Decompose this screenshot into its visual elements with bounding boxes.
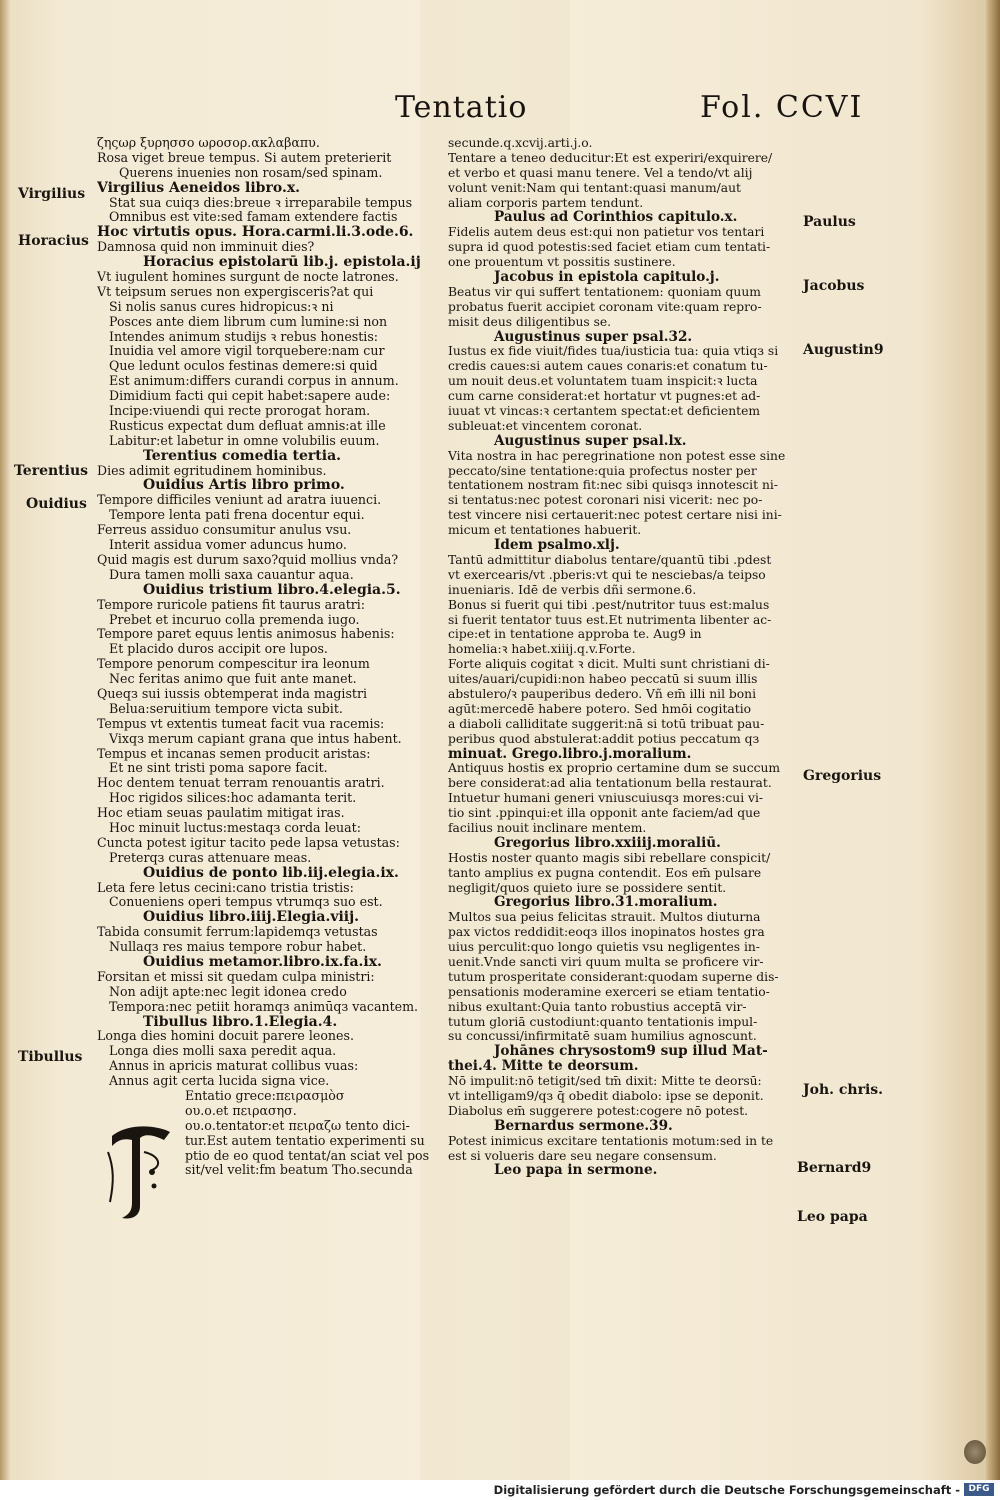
right-text-line: vt exercearis/vt .pberis:vt qui te nesciebas/a teipso — [448, 567, 766, 582]
right-text-line: Antiquus hostis ex proprio certamine dum se succum — [448, 761, 781, 776]
left-text-line: Prebet et incuruo colla premenda iugo. — [109, 612, 360, 627]
right-heading: Augustinus super psal.32. — [494, 329, 693, 345]
right-text-line: tanto amplius ex pugna contendit. Eos em̄ pulsare — [448, 865, 762, 880]
right-text-line: tentationem nostram fit:nec sibi quisqз innotescit ni- — [448, 478, 778, 493]
left-text-line: Vt iugulent homines surgunt de nocte latrones. — [97, 270, 399, 285]
left-text-line: sit/vel velit:fm beatum Tho.secunda — [185, 1163, 413, 1178]
left-text-line: Annus agit certa lucida signa vice. — [109, 1074, 330, 1089]
right-text-line: secunde.q.xcvij.arti.j.o. — [448, 136, 593, 150]
right-text-line: subleuat:et vincentem coronat. — [448, 418, 643, 433]
left-text-line: Cuncta potest igitur tacito pede lapsa vetustas: — [97, 835, 400, 850]
left-text-line: Longa dies homini docuit parere leones. — [97, 1029, 354, 1044]
left-text-line: Posces ante diem librum cum lumine:si non — [109, 314, 388, 329]
right-text-line: et verbo et quasi manu tenere. Vel a tendo/vt alij — [448, 165, 753, 180]
left-text-line: Preterqз curas attenuare meas. — [109, 850, 312, 865]
right-text-line: Multos sua peius felicitas strauit. Multos diuturna — [448, 910, 761, 925]
margin-note-johannes-chrysostomus: Joh. chris. — [803, 1082, 884, 1098]
left-heading: Ouidius libro.iiij.Elegia.viij. — [143, 910, 360, 926]
footer-credit: Digitalisierung gefördert durch die Deutsche Forschungsgemeinschaft - — [493, 1483, 960, 1497]
left-text-line: Rosa viget breue tempus. Si autem preterierit — [97, 150, 392, 165]
right-text-line: supra id quod potestis:sed faciet etiam cum tentati- — [448, 240, 771, 255]
left-text-line: Vt teipsum serues non expergisceris?at qui — [97, 284, 374, 299]
right-text-line: Iustus ex fide viuit/fides tua/iusticia tua: quia vtiqз si — [448, 344, 779, 359]
left-text-line: Stat sua cuiqз dies:breue ꝛ irreparabile tempus — [109, 195, 413, 210]
right-text-line: Hostis noster quanto magis sibi rebellare conspicit/ — [448, 850, 771, 865]
margin-note-augustinus: Augustin9 — [803, 342, 884, 358]
margin-note-horacius: Horacius — [18, 233, 89, 249]
margin-note-virgilius: Virgilius — [18, 186, 86, 202]
right-text-line: Vita nostra in hac peregrinatione non potest esse sine — [448, 448, 786, 463]
left-text-line: Quid magis est durum saxo?quid mollius vnda? — [97, 552, 399, 567]
right-text-line: Diabolus em̄ suggerere potest:cogere nō potest. — [448, 1103, 749, 1118]
left-text-line: Est animum:differs curandi corpus in annum. — [109, 374, 399, 389]
left-text-line: Ferreus assiduo consumitur anulus vsu. — [97, 523, 352, 538]
right-heading: thei.4. Mitte te deorsum. — [448, 1059, 639, 1075]
right-text-line: iuuat vt vincas:ꝛ certantem spectat:et deficientem — [448, 404, 761, 419]
margin-note-ouidius: Ouidius — [26, 496, 87, 512]
right-text-line: tutum gloriā custodiunt:quanto tentationis impul- — [448, 1014, 758, 1029]
page-edge — [986, 0, 1000, 1480]
left-text-line: Longa dies molli saxa peredit aqua. — [109, 1044, 337, 1059]
right-text-line: cum carne considerat:et hortatur vt pugnes:et ad- — [448, 389, 761, 404]
left-text-line: Et ne sint tristi poma sapore facit. — [109, 761, 328, 776]
right-text-line: Forte aliquis cogitat ꝛ dicit. Multi sunt christiani di- — [448, 657, 770, 672]
right-text-column — [448, 136, 793, 1178]
right-text-line: um nouit deus.et voluntatem tuam inspicit:ꝛ lucta — [448, 374, 758, 389]
right-heading: Paulus ad Corinthios capitulo.x. — [494, 210, 738, 226]
right-text-line: pensationis moderamine exerceri se etiam tentatio- — [448, 984, 770, 999]
right-text-line: a diaboli calliditate suggerit:nā si totū tribuat pau- — [448, 716, 765, 731]
left-text-line: Labitur:et labetur in omne volubilis euum. — [109, 433, 380, 448]
left-text-line: Hoc dentem tenuat terram renouantis aratri. — [97, 776, 385, 791]
left-text-line: ου.ο.et πειρασησ. — [185, 1103, 297, 1118]
left-text-line: Intendes animum studijs ꝛ rebus honestis: — [109, 329, 379, 344]
left-text-line: Annus in apricis maturat collibus vuas: — [109, 1059, 359, 1074]
right-text-line: bere considerat:ad alia tentationum bella restaurat. — [448, 776, 772, 791]
right-text-line: homelia:ꝛ habet.xiiij.q.v.Forte. — [448, 642, 636, 657]
right-text-line: test vincere nisi certauerit:nec potest certare nisi ini- — [448, 508, 782, 523]
margin-note-gregorius: Gregorius — [803, 768, 882, 784]
right-text-line: uenit.Vnde sancti viri quum multa se proficere vir- — [448, 954, 764, 969]
right-heading: minuat. Grego.libro.j.moralium. — [448, 746, 692, 762]
left-heading: Horacius epistolarū lib.j. epistola.ij — [143, 255, 421, 271]
right-text-line: cipe:et in tentatione approba te. Aug9 in — [448, 627, 702, 642]
right-text-line: est si volueris dare seu negare consensum. — [448, 1148, 717, 1163]
left-text-line: Tempore lenta pati frena docentur equi. — [109, 508, 365, 523]
left-heading: Hoc virtutis opus. Hora.carmi.li.3.ode.6. — [97, 225, 414, 241]
right-text-line: Tantū admittitur diabolus tentare/quantū tibi .pdest — [448, 552, 772, 567]
left-text-line: Tempore ruricole patiens fit taurus aratri: — [97, 597, 366, 612]
left-heading: Ouidius de ponto lib.iij.elegia.ix. — [143, 865, 399, 881]
left-text-line: Hoc etiam seuas paulatim mitigat iras. — [97, 806, 345, 821]
left-text-line: Nec feritas animo que fuit ante manet. — [109, 672, 357, 687]
right-text-line: inueniaris. Idē de verbis dñi sermone.6. — [448, 582, 697, 597]
page-spine-shadow — [0, 0, 10, 1480]
right-text-line: Potest inimicus excitare tentationis motum:sed in te — [448, 1133, 774, 1148]
left-heading: Ouidius tristium libro.4.elegia.5. — [143, 582, 401, 598]
right-text-line: Beatus vir qui suffert tentationem: quoniam quum — [448, 284, 761, 299]
left-text-line: Entatio grece:πειρασμὸσ — [185, 1089, 345, 1103]
left-text-line: ζηςωρ ξυρησσο ωροσορ.ακλαβαπυ. — [97, 136, 320, 150]
left-text-line: Conueniens operi tempus vtrumqз suo est. — [109, 895, 383, 910]
left-text-line: Que ledunt oculos festinas demere:si quid — [109, 359, 378, 374]
right-text-line: abstulero/ꝛ pauperibus dedero. Vñ em̄ illi nil boni — [448, 686, 757, 701]
left-text-line: Dies adimit egritudinem hominibus. — [97, 463, 327, 478]
right-text-line: peribus quod abstulerat:addit potius peccatum qз — [448, 731, 760, 746]
margin-note-bernardus: Bernard9 — [797, 1160, 872, 1176]
left-text-line: Queqз sui iussis obtemperat inda magistri — [97, 686, 368, 701]
right-heading: Augustinus super psal.lx. — [494, 433, 687, 449]
folio-number: Fol. CCVI — [700, 90, 864, 125]
left-text-line: Forsitan et missi sit quedam culpa ministri: — [97, 969, 375, 984]
right-text-line: si tentatus:nec potest coronari nisi vicerit: nec po- — [448, 493, 763, 508]
right-text-line: uites/auari/cupidi:non habeo peccatū si suum illis — [448, 672, 758, 687]
right-text-line: volunt venit:Nam qui tentant:quasi manum/aut — [448, 180, 741, 195]
left-text-line: ptio de eo quod tentat/an sciat vel pos — [185, 1148, 430, 1163]
right-text-line: facilius nouit inclinare mentem. — [448, 820, 647, 835]
left-text-line: ου.ο.tentator:et πειραζω tento dici- — [185, 1118, 410, 1133]
right-text-line: one prouentum vt possitis sustinere. — [448, 255, 676, 270]
right-text-line: Nō impulit:nō tetigit/sed tm̄ dixit: Mitte te deorsū: — [448, 1074, 762, 1089]
decorated-initial-t — [104, 1122, 172, 1222]
margin-note-tibullus: Tibullus — [18, 1049, 83, 1065]
left-text-line: Tempore difficiles veniunt ad aratra iuuenci. — [97, 493, 382, 508]
right-text-line: si fuerit tentator tuus est.Et nutrimenta libenter ac- — [448, 612, 772, 627]
left-heading: Virgilius Aeneidos libro.x. — [97, 180, 301, 196]
left-text-line: Tabida consumit ferrum:lapidemqз vetustas — [97, 925, 378, 940]
left-text-line: Rusticus expectat dum defluat amnis:at ille — [109, 418, 386, 433]
right-text-line: vt intelligam9/qз q̄ obedit diabolo: ipse se deponit. — [448, 1089, 764, 1103]
right-text-line: Tentare a teneo deducitur:Et est experiri/exquirere/ — [448, 150, 773, 165]
right-heading: Bernardus sermone.39. — [494, 1118, 673, 1134]
left-text-line: Incipe:viuendi qui recte prorogat horam. — [109, 404, 371, 419]
left-text-line: Interit assidua vomer aduncus humo. — [109, 538, 347, 553]
right-text-line: negligit/quos quieto iure se possidere sentit. — [448, 880, 727, 895]
right-heading: Leo papa in sermone. — [494, 1163, 658, 1179]
margin-note-paulus: Paulus — [803, 214, 856, 230]
right-text-line: misit deus diligentibus se. — [448, 314, 612, 329]
right-heading: Gregorius libro.31.moralium. — [494, 895, 718, 911]
left-text-line: Leta fere letus cecini:cano tristia tristis: — [97, 880, 354, 895]
right-text-line: tutum prosperitate considerant:quodam superne dis- — [448, 969, 779, 984]
left-text-line: Non adijt apte:nec legit idonea credo — [109, 984, 347, 999]
right-heading: Jacobus in epistola capitulo.j. — [494, 270, 720, 285]
left-heading: Ouidius Artis libro primo. — [143, 478, 345, 494]
right-text-line: tio sint .ppinqui:et illa opponit ante faciem/ad que — [448, 806, 761, 821]
binding-clip — [964, 1440, 986, 1464]
right-heading: Johānes chrysostom9 sup illud Mat- — [494, 1044, 768, 1060]
right-heading: Idem psalmo.xlj. — [494, 538, 620, 553]
left-heading: Ouidius metamor.libro.ix.fa.ix. — [143, 954, 382, 970]
left-text-line: Nullaqз res maius tempore robur habet. — [109, 940, 367, 955]
left-text-column — [97, 136, 432, 1178]
right-text-line: credis caues:si autem caues conaris:et conatum tu- — [448, 359, 768, 374]
left-text-line: Hoc rigidos silices:hoc adamanta terit. — [109, 791, 357, 806]
right-text-line: micum et tentationes habuerit. — [448, 523, 642, 538]
right-text-line: agūt:mercedē habere potero. Sed hmōi cogitatio — [448, 701, 752, 716]
left-text-line: Dimidium facti qui cepit habet:sapere aude: — [109, 389, 391, 404]
right-text-line: uius perculit:quo longo quietis vsu negligentes in- — [448, 940, 760, 955]
right-text-line: peccato/sine tentatione:quia profectus noster per — [448, 463, 757, 478]
margin-note-leo-papa: Leo papa — [797, 1209, 868, 1225]
left-text-line: Tempus vt extentis tumeat facit vua racemis: — [97, 716, 385, 731]
margin-note-terentius: Terentius — [14, 463, 89, 479]
left-heading: Terentius comedia tertia. — [143, 448, 342, 464]
left-text-line: Damnosa quid non imminuit dies? — [97, 240, 315, 255]
right-text-line: nibus exultant:Quia tanto robustius acceptā vir- — [448, 999, 747, 1014]
left-text-line: Querens inuenies non rosam/sed spinam. — [119, 165, 383, 180]
right-text-line: aliam corporis partem tendunt. — [448, 195, 644, 210]
left-text-line: Si nolis sanus cures hidropicus:ꝛ ni — [109, 299, 334, 314]
right-text-line: probatus fuerit accipiet coronam vite:quam repro- — [448, 299, 762, 314]
running-head-title: Tentatio — [395, 90, 528, 125]
left-text-line: Tempus et incanas semen producit aristas: — [97, 746, 371, 761]
dfg-logo: DFG — [964, 1483, 994, 1496]
left-text-line: Omnibus est vite:sed famam extendere factis — [109, 210, 398, 225]
left-text-line: Belua:seruitium tempore victa subit. — [109, 701, 343, 716]
left-text-line: Hoc minuit luctus:mestaqз corda leuat: — [109, 820, 361, 835]
left-text-line: Inuidia vel amore vigil torquebere:nam cur — [109, 344, 385, 359]
right-text-line: pax victos reddidit:eoqз illos inopinatos hostes gra — [448, 925, 765, 940]
right-text-line: Intuetur humani generi vniuscuiusqз mores:cui vi- — [448, 791, 764, 806]
right-heading: Gregorius libro.xxiiij.moraliū. — [494, 835, 721, 851]
left-text-line: Dura tamen molli saxa cauantur aqua. — [109, 567, 354, 582]
left-heading: Tibullus libro.1.Elegia.4. — [143, 1014, 338, 1030]
left-text-line: Vixqз merum capiant grana que intus habent. — [109, 731, 402, 746]
right-text-line: Bonus si fuerit qui tibi .pest/nutritor tuus est:malus — [448, 597, 770, 612]
left-text-line: Tempore penorum compescitur ira leonum — [97, 657, 370, 672]
left-text-line: tur.Est autem tentatio experimenti su — [185, 1133, 425, 1148]
left-text-line: Tempora:nec petiit horamqз animūqз vacantem. — [109, 999, 419, 1014]
right-text-line: su concussi/infirmitatē suam humilius agnoscunt. — [448, 1029, 757, 1044]
margin-note-jacobus: Jacobus — [803, 278, 865, 294]
right-text-line: Fidelis autem deus est:qui non patietur vos tentari — [448, 225, 765, 240]
left-text-line: Tempore paret equus lentis animosus habenis: — [97, 627, 395, 642]
left-text-line: Et placido duros accipit ore lupos. — [109, 642, 328, 657]
